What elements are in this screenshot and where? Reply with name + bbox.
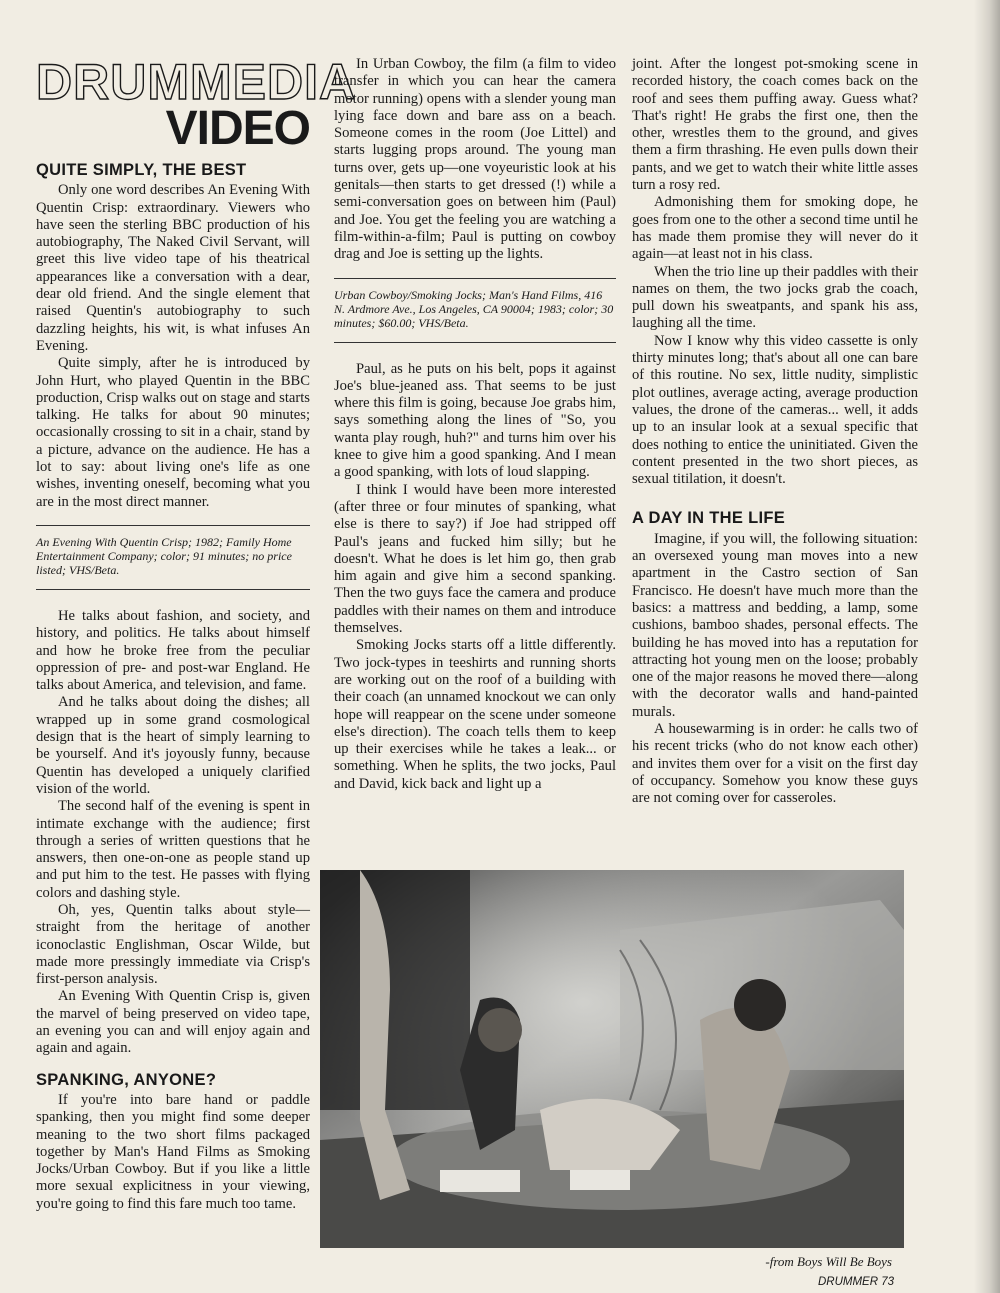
body-paragraph: Quite simply, after he is introduced by John Hurt, who played Quentin in the BBC production, Crisp walks out on stage and starts talking. He talks for about 90 minutes; occasionally crossing to sit in a chair, stand by a picture, advance on the audience. He has a lot to say: about living one's life as one wishes, inventing oneself, becoming what you are in the most direct manner. [36,355,310,510]
body-paragraph: Oh, yes, Quentin talks about style—straight from the heritage of another iconoclastic Englishman, Oscar Wilde, but made more pressingly immediate via Crisp's first-person analysis. [36,901,310,988]
body-paragraph: joint. After the longest pot-smoking scene in recorded history, the coach comes back on the roof and sees them puffing away. Guess what? That's right! He grabs the first one, then the other, wrestles them to the ground, and gives them a firm thrashing. He even pulls down their pants, and we get to watch their white little asses turn a rosy red. [632,56,918,194]
photo-caption: -from Boys Will Be Boys [765,1254,892,1269]
review-credits: Urban Cowboy/Smoking Jocks; Man's Hand Films, 416 N. Ardmore Ave., Los Angeles, CA 90004; 1983; color; 30 minutes; $60.00; VHS/Beta. [334,278,616,343]
masthead-video: VIDEO [165,102,310,155]
body-paragraph: And he talks about doing the dishes; all wrapped up in some grand cosmological design that is the heart of simply learning to be yourself. And it's joyously funny, because Quentin has developed a uniquely clarified vision of the world. [36,694,310,797]
body-paragraph: Only one word describes An Evening With Quentin Crisp: extraordinary. Viewers who have seen the sterling BBC production of his autobiography, The Naked Civil Servant, will greet this live video tape of his theatrical appearances like a conversation with a dear, dear old friend. And the single element that raised Quentin's autobiography to such dazzling heights, his wit, is what infuses An Evening. [36,182,310,354]
column-3 [632,56,918,807]
body-paragraph: Paul, as he puts on his belt, pops it against Joe's blue-jeaned ass. That seems to be just where this film is going, because Joe grabs him, says something along the lines of "So, you wanta play rough, huh?" and turns him over his knee to give him a good spanking. And I mean a good spanking, with lots of loud slapping. [334,360,616,481]
body-paragraph: He talks about fashion, and society, and history, and politics. He talks about himself and how he broke free from the peculiar oppression of pre- and post-war England. He talks about America, and television, and fame. [36,607,310,694]
body-paragraph: Admonishing them for smoking dope, he goes from one to the other a second time until he has made them promise they will never do it again—at least not in his class. [632,194,918,263]
body-paragraph: A housewarming is in order: he calls two of his recent tricks (who do not know each other) and invites them over for a visit on the first day of occupancy. Somehow you know these guys are not coming over for casseroles. [632,720,918,807]
headline-quite-simply: QUITE SIMPLY, THE BEST [36,161,247,179]
headline-spanking-anyone: SPANKING, ANYONE? [36,1070,217,1089]
body-paragraph: Imagine, if you will, the following situation: an oversexed young man moves into a new apartment in the Castro section of San Francisco. He doesn't have much more than the basics: a mattress and bedding, a lamp, some cushions, bamboo shades, personal effects. The building he has moved into has a reputation for attracting hot young men on the loose; probably one of the major reasons he moved there—along with the decorator walls and hand-painted murals. [632,530,918,720]
review-credits: An Evening With Quentin Crisp; 1982; Family Home Entertainment Company; color; 91 minutes; no price listed; VHS/Beta. [36,525,310,590]
body-paragraph: I think I would have been more interested (after three or four minutes of spanking, what else is there to say?) if Joe had stripped off Paul's jeans and fucked him silly; but he doesn't. What he does is let him go, then grab him again and give him a second spanking. Then the two guys face the camera and produce paddles with their names on them and introduce themselves. [334,481,616,637]
page-edge-shadow [974,0,1000,1293]
column-2 [334,56,616,793]
body-paragraph: If you're into bare hand or paddle spanking, then you might find some deeper meaning to the two short films packaged together by Man's Hand Films as Smoking Jocks/Urban Cowboy. But if you like a little more sexual explicitness in your viewing, you're going to find this fare much too tame. [36,1091,310,1212]
photograph [320,870,904,1248]
photo-illustration [320,870,904,1248]
body-paragraph: An Evening With Quentin Crisp is, given the marvel of being preserved on video tape, an evening you can and will enjoy again and again and again. [36,988,310,1057]
column-1 [36,54,357,1213]
headline-a-day-in-the-life: A DAY IN THE LIFE [632,509,786,528]
body-paragraph: The second half of the evening is spent in intimate exchange with the audience; first through a series of written questions that he answers, then one-on-one as people stand up and put him to the test. He passes with flying colors and dashing style. [36,798,310,901]
body-paragraph: Smoking Jocks starts off a little differently. Two jock-types in teeshirts and running shorts are working out on the roof of a building with their coach (an unnamed knockout we can only hope will reappear on the scene under someone else's direction). The coach tells them to keep up their exercises while he takes a leak... or something. When he splits, the two jocks, Paul and David, kick back and light up a [334,637,616,792]
page-folio: DRUMMER 73 [817,1276,894,1288]
body-paragraph: In Urban Cowboy, the film (a film to video transfer in which you can hear the camera motor running) opens with a slender young man lying face down and bare ass on a beach. Someone comes in the room (Joe Littel) and starts lugging props around. The young man turns over, gets up—one voyeuristic look at his genitals—then starts to get dressed (!) while a semi-conversation goes on between him (Paul) and Joe. You get the feeling you are watching a film-within-a-film; Paul is putting on cowboy drag and Joe is setting up the lights. [334,56,616,263]
masthead-drummedia: DRUMMEDIA [36,54,357,110]
body-paragraph: When the trio line up their paddles with their names on them, the two jocks grab the coach, pull down his sweatpants, and spank his ass, laughing all the time. [632,263,918,332]
body-paragraph: Now I know why this video cassette is only thirty minutes long; that's about all one can bare of this routine. No sex, little nudity, simplistic plot outlines, average acting, average production values, the drone of the cameras... well, it adds up to an insular look at a sexual specific that does nothing to entice the uninitiated. Given the content presented in the two short pieces, as sexual titilation, it doesn't. [632,332,918,488]
